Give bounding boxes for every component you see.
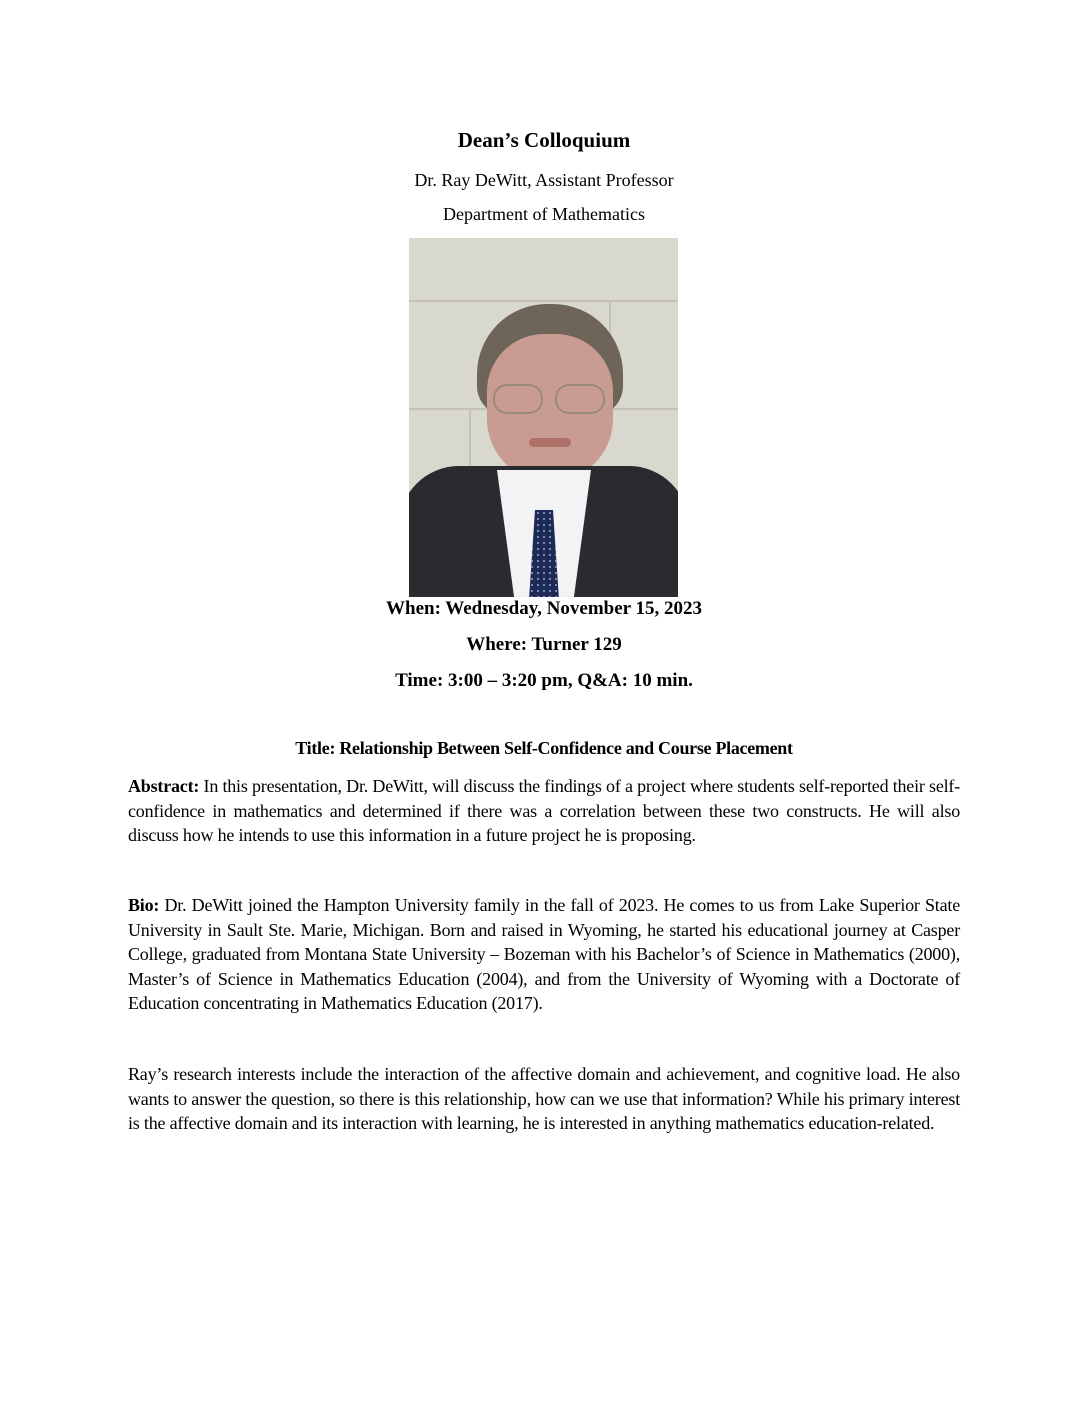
research-paragraph: Ray’s research interests include the interaction of the affective domain and achievement, and cognitive load. He also wants to answer the question, so there is this relationship, how can we use that information? While his primary interest is the affective domain and its interaction with learning, he is interested in anything mathematics education-related.: [128, 1064, 960, 1133]
abstract-paragraph: [128, 774, 960, 848]
event-where: Where: Turner 129: [466, 634, 622, 655]
department-name: Department of Mathematics: [443, 204, 645, 224]
bio-label: Bio:: [128, 895, 160, 915]
abstract-text: In this presentation, Dr. DeWitt, will discuss the findings of a project where students self-reported their self-confidence in mathematics and determined if there was a correlation between these two constructs. He will also discuss how he intends to use this information in a future project he is proposing.: [128, 776, 960, 845]
speaker-photo: [409, 238, 678, 597]
speaker-name: Dr. Ray DeWitt, Assistant Professor: [414, 170, 674, 190]
event-time: Time: 3:00 – 3:20 pm, Q&A: 10 min.: [395, 670, 693, 691]
abstract-label: Abstract:: [128, 776, 200, 796]
event-when: When: Wednesday, November 15, 2023: [386, 598, 702, 619]
page-title: Dean’s Colloquium: [457, 128, 631, 152]
talk-title: Title: Relationship Between Self-Confidence and Course Placement: [295, 738, 793, 758]
bio-paragraph: [128, 893, 960, 1016]
bio-text: Dr. DeWitt joined the Hampton University family in the fall of 2023. He comes to us from Lake Superior State University in Sault Ste. Marie, Michigan. Born and raised in Wyoming, he started his educational journey at Casper College, graduated from Montana State University – Bozeman with his Bachelor’s of Science in Mathematics (2000), Master’s of Science in Mathematics Education (2004), and from the University of Wyoming with a Doctorate of Education concentrating in Mathematics Education (2017).: [128, 895, 960, 1013]
